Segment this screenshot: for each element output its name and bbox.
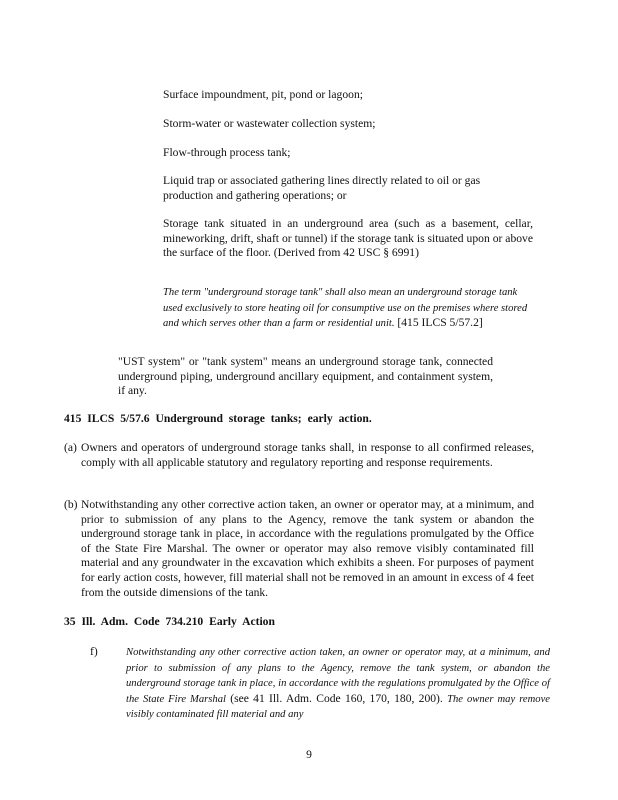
paragraph-b-text: Notwithstanding any other corrective action taken, an owner or operator may, at a minimum, and prior to submission of any plans to the Agency, remove the tank system or abandon the underground storage tank in place, in accordance with the regulations promulgated by the Office of the State Fire Marshal. The owner or operator may also remove visibly contaminated fill material and any groundwater in the excavation which exhibits a sheen. For purposes of payment for early action costs, however, fill material shall not be removed in an amount in excess of 4 feet from the outside dimensions of the tank.	[81, 498, 534, 599]
paragraph-a-label: (a)	[64, 441, 77, 454]
paragraph-f-text	[126, 645, 550, 723]
paragraph-a-text: Owners and operators of underground storage tanks shall, in response to all confirmed releases, comply with all applicable statutory and regulatory reporting and response requirements.	[81, 441, 534, 469]
section-heading-57-6: 415 ILCS 5/57.6 Underground storage tanks; early action.	[64, 412, 372, 425]
paragraph-b-label: (b)	[64, 498, 78, 511]
item-storm-water: Storm-water or wastewater collection system;	[163, 117, 376, 130]
item-liquid-trap: Liquid trap or associated gathering lines directly related to oil or gas production and gathering operations; or	[163, 174, 481, 202]
item-flow-through: Flow-through process tank;	[163, 146, 291, 159]
item-surface-impoundment: Surface impoundment, pit, pond or lagoon;	[163, 88, 363, 101]
italic-note-text: The term "underground storage tank" shall also mean an underground storage tank used exclusively to store heating oil for consumptive use on the premises where stored and which serves other than a farm or residential unit.	[163, 287, 528, 330]
paragraph-f-citation: (see 41 Ill. Adm. Code 160, 170, 180, 200).	[225, 691, 448, 705]
italic-note-paragraph	[163, 285, 533, 332]
paragraph-a	[64, 441, 534, 470]
ust-system-definition: "UST system" or "tank system" means an underground storage tank, connected underground piping, underground ancillary equipment, and containment system, if any.	[118, 355, 493, 398]
section-heading-734-210: 35 Ill. Adm. Code 734.210 Early Action	[64, 615, 275, 628]
paragraph-f-label: f)	[90, 645, 98, 658]
item-storage-tank: Storage tank situated in an underground area (such as a basement, cellar, mineworking, drift, shaft or tunnel) if the storage tank is situated upon or above the surface of the floor. (Derived from 42 USC § 6991)	[163, 217, 533, 260]
paragraph-f	[90, 645, 550, 723]
paragraph-f-italic-text-2: The owner may remove visibly contaminated fill material and any	[126, 693, 550, 721]
page-number: 9	[306, 748, 312, 761]
paragraph-b	[64, 498, 534, 600]
paragraph-f-italic-text: Notwithstanding any other corrective action taken, an owner or operator may, at a minimum, and prior to submission of any plans to the Agency, remove the tank system, or abandon the underground storage tank in place, in accordance with the regulations promulgated by the Office of the State Fire Marshal	[126, 647, 550, 705]
italic-note-citation: [415 ILCS 5/57.2]	[394, 316, 483, 330]
